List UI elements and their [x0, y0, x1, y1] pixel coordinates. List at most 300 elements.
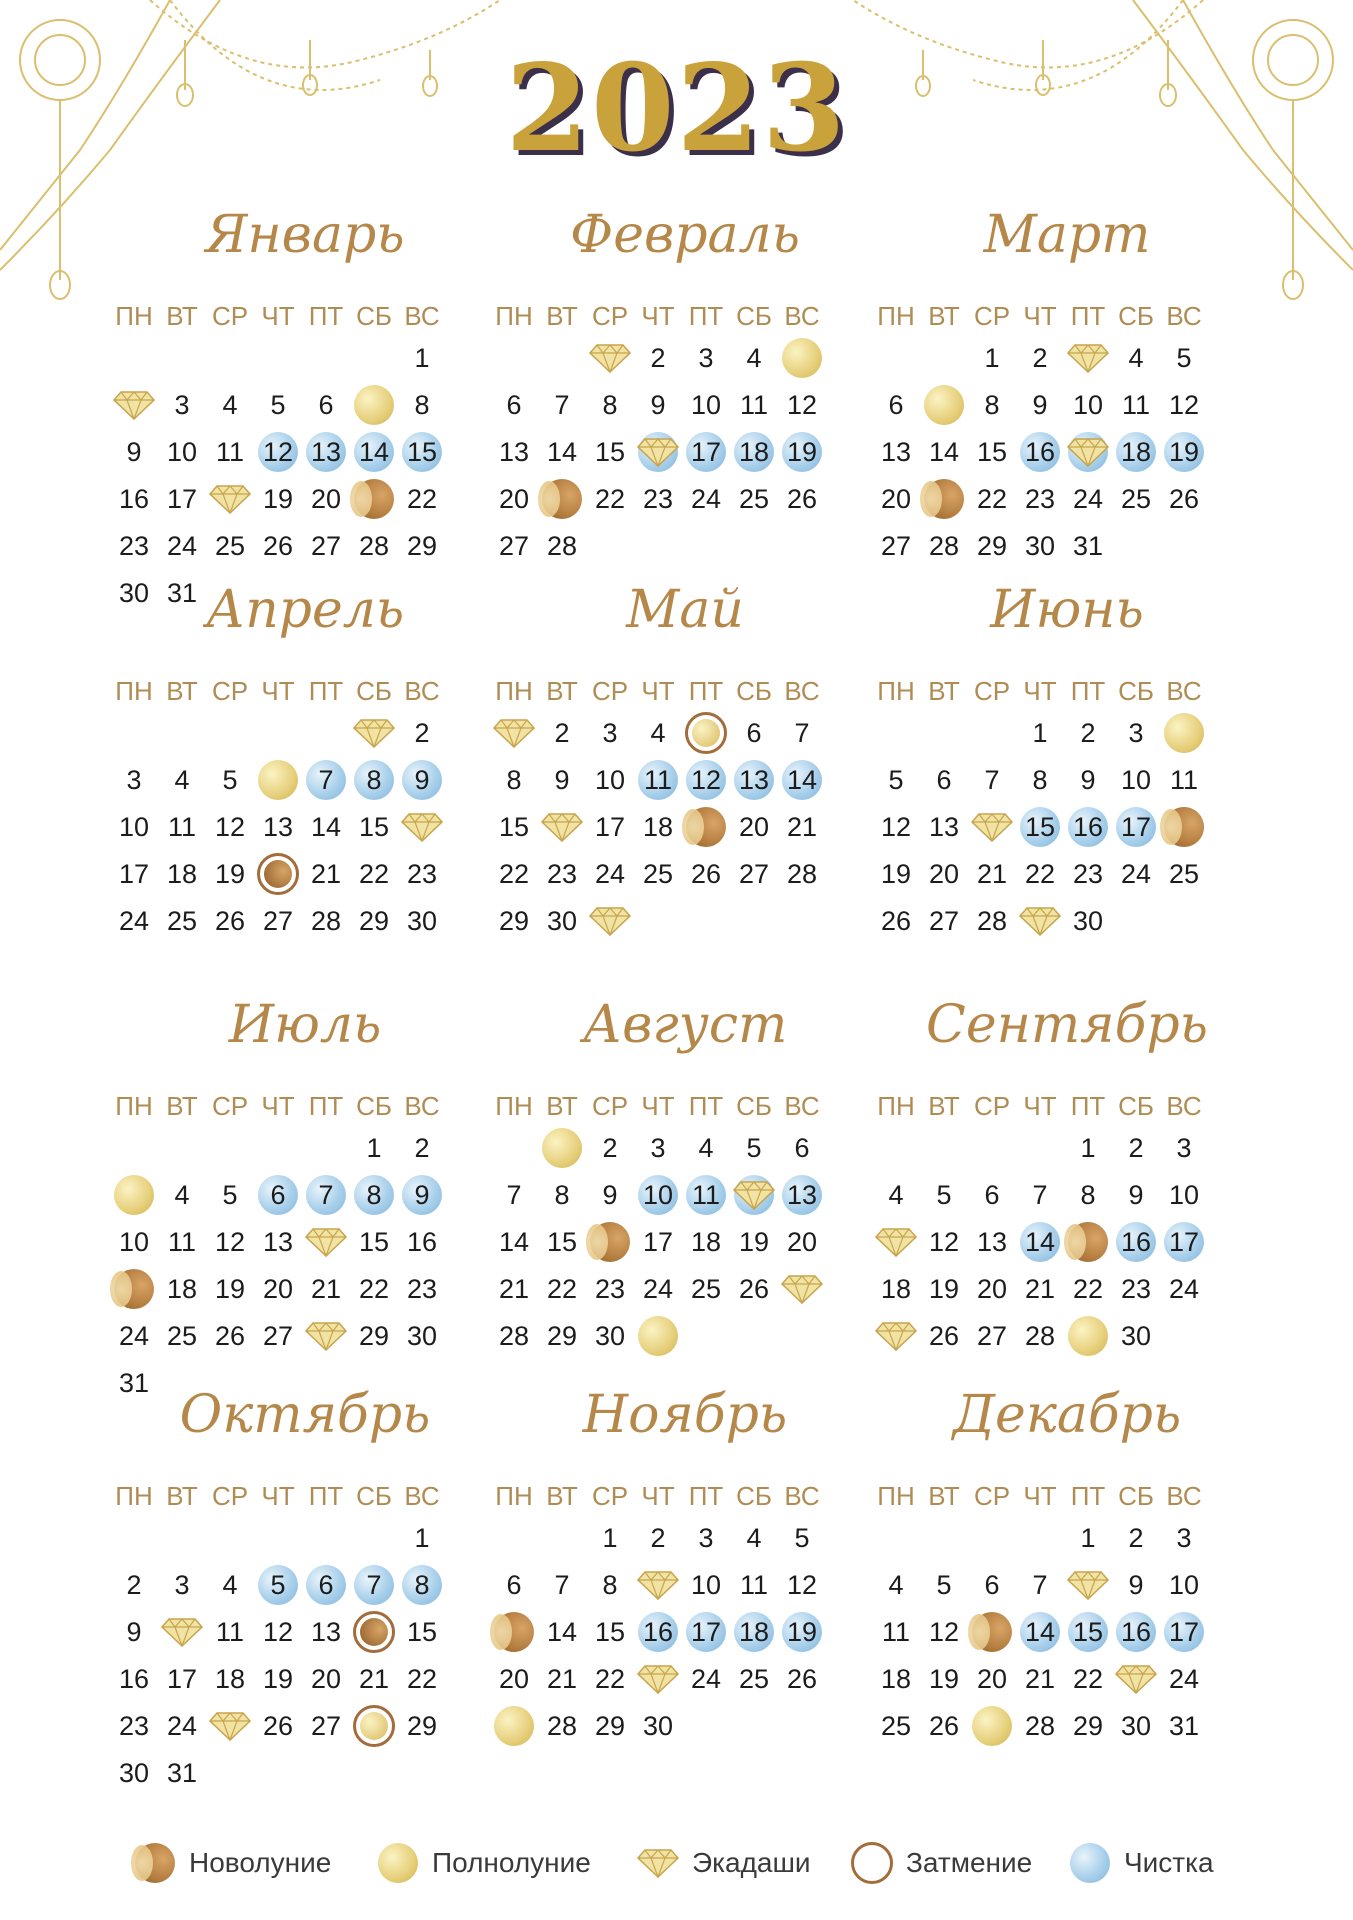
day-number: 8	[366, 1179, 382, 1210]
day-number: 21	[1024, 1663, 1056, 1694]
day-cell	[586, 851, 634, 897]
day-cell	[538, 1266, 586, 1312]
day-number: 14	[1024, 1226, 1056, 1257]
day-cell	[1112, 710, 1160, 756]
day-number: 22	[358, 1273, 390, 1304]
day-cell	[778, 710, 826, 756]
month-block	[490, 580, 880, 970]
weekday-label: СБ	[736, 1481, 772, 1511]
day-number: 13	[498, 436, 530, 467]
day-number: 20	[738, 811, 770, 842]
day-number: 6	[746, 717, 762, 748]
day-number: 8	[1032, 764, 1048, 795]
day-number: 26	[786, 483, 818, 514]
weekday-label: СБ	[736, 1091, 772, 1121]
day-cell	[206, 898, 254, 944]
day-number: 20	[498, 483, 530, 514]
day-number: 18	[738, 1616, 770, 1647]
day-cell	[1064, 523, 1112, 569]
day-number: 13	[262, 811, 294, 842]
diamond-icon	[637, 1664, 679, 1694]
day-cell	[350, 476, 398, 522]
day-number: 9	[126, 436, 142, 467]
day-number: 18	[166, 858, 198, 889]
day-number: 17	[118, 858, 150, 889]
day-number: 5	[222, 1179, 238, 1210]
day-number: 19	[786, 1616, 818, 1647]
day-number: 21	[358, 1663, 390, 1694]
day-number: 27	[262, 905, 294, 936]
day-cell	[968, 1656, 1016, 1702]
day-number: 20	[262, 1273, 294, 1304]
day-cell	[920, 1219, 968, 1265]
day-number: 31	[118, 1367, 150, 1398]
day-number: 12	[690, 764, 722, 795]
day-number: 26	[262, 1710, 294, 1741]
weekday-label: ВС	[1166, 301, 1202, 331]
day-number: 28	[928, 530, 960, 561]
day-number: 7	[554, 389, 570, 420]
day-cell	[302, 1703, 350, 1749]
weekday-label: ВС	[404, 1091, 440, 1121]
day-number: 2	[1128, 1522, 1144, 1553]
day-cell	[398, 1562, 446, 1608]
diamond-icon	[353, 718, 395, 748]
day-number: 5	[936, 1179, 952, 1210]
day-number: 24	[1168, 1663, 1200, 1694]
day-cell	[1160, 851, 1208, 897]
day-cell	[682, 804, 730, 850]
weekday-label: ВТ	[546, 1091, 578, 1121]
day-number: 2	[1080, 717, 1096, 748]
day-cell	[398, 1219, 446, 1265]
day-cell	[538, 429, 586, 475]
day-cell	[778, 1609, 826, 1655]
weekday-label: ПТ	[308, 1481, 344, 1511]
day-number: 6	[318, 1569, 334, 1600]
legend-label: Новолуние	[189, 1847, 332, 1878]
legend-full-moon	[378, 1838, 591, 1888]
day-cell	[206, 1266, 254, 1312]
day-cell	[490, 429, 538, 475]
day-number: 25	[1120, 483, 1152, 514]
diamond-icon	[875, 1227, 917, 1257]
day-cell	[1016, 429, 1064, 475]
day-number: 29	[976, 530, 1008, 561]
day-cell	[206, 523, 254, 569]
day-number: 11	[167, 1226, 197, 1257]
day-number: 11	[739, 389, 769, 420]
day-cell	[634, 851, 682, 897]
weekday-label: ПТ	[688, 1481, 724, 1511]
day-number: 28	[786, 858, 818, 889]
weekday-label: ПН	[115, 1091, 153, 1121]
day-cell	[302, 851, 350, 897]
day-number: 14	[498, 1226, 530, 1257]
day-number: 17	[1168, 1226, 1200, 1257]
day-cell	[490, 898, 538, 944]
day-number: 17	[1168, 1616, 1200, 1647]
diamond-icon	[209, 484, 251, 514]
day-cell	[634, 757, 682, 803]
day-cell	[1160, 1266, 1208, 1312]
weekday-label: ЧТ	[261, 676, 295, 706]
day-number: 11	[881, 1616, 911, 1647]
weekday-label: ПТ	[308, 676, 344, 706]
day-number: 28	[546, 1710, 578, 1741]
day-cell	[158, 851, 206, 897]
day-number: 22	[1072, 1663, 1104, 1694]
day-number: 4	[888, 1569, 904, 1600]
day-number: 17	[166, 1663, 198, 1694]
day-cell	[730, 804, 778, 850]
day-cell	[110, 523, 158, 569]
day-number: 14	[786, 764, 818, 795]
day-number: 24	[1168, 1273, 1200, 1304]
day-cell	[1064, 898, 1112, 944]
day-cell	[206, 1703, 254, 1749]
day-number: 10	[166, 436, 198, 467]
diamond-icon	[637, 437, 679, 467]
day-cell	[110, 1750, 158, 1796]
day-number: 10	[118, 1226, 150, 1257]
day-cell	[634, 710, 682, 756]
day-number: 24	[118, 1320, 150, 1351]
eclipse-icon	[353, 1611, 395, 1653]
day-number: 28	[1024, 1320, 1056, 1351]
day-cell	[1160, 1656, 1208, 1702]
day-cell	[778, 429, 826, 475]
day-cell	[730, 1266, 778, 1312]
day-number: 17	[166, 483, 198, 514]
day-cell	[1064, 710, 1112, 756]
day-number: 20	[976, 1273, 1008, 1304]
day-cell	[778, 476, 826, 522]
day-number: 21	[546, 1663, 578, 1694]
day-number: 3	[698, 342, 714, 373]
diamond-icon	[589, 343, 631, 373]
diamond-icon	[733, 1180, 775, 1210]
day-number: 1	[1080, 1132, 1096, 1163]
day-number: 11	[643, 764, 673, 795]
diamond-icon	[541, 812, 583, 842]
day-cell	[920, 382, 968, 428]
diamond-icon	[401, 812, 443, 842]
legend-label: Полнолуние	[432, 1847, 591, 1878]
day-cell	[586, 898, 634, 944]
day-number: 20	[928, 858, 960, 889]
day-number: 30	[406, 905, 438, 936]
day-cell	[1112, 804, 1160, 850]
day-number: 15	[594, 436, 626, 467]
day-cell	[254, 1313, 302, 1359]
day-number: 18	[214, 1663, 246, 1694]
day-cell	[872, 1172, 920, 1218]
day-number: 9	[414, 764, 430, 795]
full-moon-icon	[638, 1316, 678, 1356]
day-cell	[490, 1703, 538, 1749]
day-number: 25	[166, 1320, 198, 1351]
weekday-label: ВТ	[546, 1481, 578, 1511]
day-cell	[206, 1656, 254, 1702]
day-number: 9	[1128, 1569, 1144, 1600]
weekday-label: СР	[973, 1481, 1011, 1511]
day-number: 7	[1032, 1179, 1048, 1210]
day-cell	[586, 1125, 634, 1171]
day-number: 14	[310, 811, 342, 842]
day-cell	[634, 1562, 682, 1608]
day-cell	[1112, 1656, 1160, 1702]
day-cell	[1112, 851, 1160, 897]
day-cell	[490, 710, 538, 756]
day-cell	[920, 757, 968, 803]
day-cell	[920, 1609, 968, 1655]
day-number: 13	[928, 811, 960, 842]
day-cell	[968, 382, 1016, 428]
weekday-label: СР	[211, 1481, 249, 1511]
diamond-icon	[1115, 1664, 1157, 1694]
day-number: 25	[642, 858, 674, 889]
day-cell	[586, 804, 634, 850]
day-cell	[920, 429, 968, 475]
day-number: 29	[1072, 1710, 1104, 1741]
day-cell	[398, 1172, 446, 1218]
weekday-label: СБ	[1118, 1481, 1154, 1511]
day-number: 13	[786, 1179, 818, 1210]
month-block	[110, 1385, 500, 1788]
weekday-label: ПТ	[688, 1091, 724, 1121]
day-number: 27	[928, 905, 960, 936]
day-number: 31	[166, 1757, 198, 1788]
month-name: Сентябрь	[926, 995, 1208, 1055]
day-number: 30	[1024, 530, 1056, 561]
day-cell	[730, 1219, 778, 1265]
day-number: 12	[1168, 389, 1200, 420]
day-cell	[634, 382, 682, 428]
day-number: 19	[262, 1663, 294, 1694]
day-cell	[968, 1562, 1016, 1608]
legend-label: Экадаши	[692, 1847, 811, 1878]
day-number: 11	[1121, 389, 1151, 420]
month-name: Март	[983, 205, 1151, 265]
day-number: 24	[690, 1663, 722, 1694]
day-number: 12	[786, 389, 818, 420]
day-number: 5	[222, 764, 238, 795]
day-cell	[538, 1609, 586, 1655]
day-number: 24	[166, 1710, 198, 1741]
day-cell	[730, 757, 778, 803]
weekday-label: ПН	[495, 1481, 533, 1511]
day-cell	[398, 804, 446, 850]
day-number: 29	[498, 905, 530, 936]
month-name: Октябрь	[179, 1385, 431, 1445]
day-number: 15	[358, 811, 390, 842]
day-number: 7	[984, 764, 1000, 795]
day-cell	[586, 1562, 634, 1608]
day-number: 6	[270, 1179, 286, 1210]
day-cell	[254, 1266, 302, 1312]
weekday-label: СР	[591, 1091, 629, 1121]
day-number: 12	[928, 1226, 960, 1257]
day-cell	[1016, 476, 1064, 522]
day-cell	[1016, 851, 1064, 897]
day-cell	[778, 1125, 826, 1171]
day-number: 31	[1168, 1710, 1200, 1741]
day-number: 19	[928, 1663, 960, 1694]
day-number: 15	[546, 1226, 578, 1257]
day-cell	[398, 1703, 446, 1749]
day-number: 30	[406, 1320, 438, 1351]
day-number: 7	[366, 1569, 382, 1600]
day-cell	[634, 804, 682, 850]
day-cell	[302, 1609, 350, 1655]
day-number: 14	[928, 436, 960, 467]
weekday-label: СР	[591, 676, 629, 706]
day-cell	[778, 382, 826, 428]
day-cell	[968, 476, 1016, 522]
day-number: 9	[1032, 389, 1048, 420]
day-cell	[1160, 710, 1208, 756]
weekday-label: ЧТ	[1023, 1091, 1057, 1121]
day-cell	[634, 335, 682, 381]
day-cell	[538, 476, 586, 522]
day-number: 17	[690, 436, 722, 467]
day-cell	[158, 1609, 206, 1655]
new-moon-icon	[1068, 1222, 1108, 1262]
day-number: 23	[1120, 1273, 1152, 1304]
cleansing-icon	[1070, 1843, 1110, 1883]
full-moon-icon	[1068, 1316, 1108, 1356]
day-number: 17	[1120, 811, 1152, 842]
day-number: 15	[406, 436, 438, 467]
weekday-label: ВТ	[928, 676, 960, 706]
day-cell	[538, 1313, 586, 1359]
day-number: 26	[262, 530, 294, 561]
weekday-label: СР	[211, 1091, 249, 1121]
day-cell	[1112, 1313, 1160, 1359]
weekday-label: СБ	[356, 676, 392, 706]
day-number: 26	[928, 1320, 960, 1351]
weekday-label: СБ	[1118, 676, 1154, 706]
day-number: 22	[594, 1663, 626, 1694]
weekday-label: СБ	[736, 676, 772, 706]
weekday-label: ВТ	[166, 1481, 198, 1511]
day-cell	[158, 523, 206, 569]
day-number: 8	[414, 1569, 430, 1600]
day-number: 30	[1120, 1710, 1152, 1741]
day-number: 24	[690, 483, 722, 514]
legend	[0, 1838, 1353, 1888]
weekday-label: ВТ	[928, 1091, 960, 1121]
day-number: 22	[1024, 858, 1056, 889]
day-number: 30	[642, 1710, 674, 1741]
day-number: 22	[406, 483, 438, 514]
day-cell	[1064, 335, 1112, 381]
new-moon-icon	[972, 1612, 1012, 1652]
day-cell	[110, 1703, 158, 1749]
day-cell	[634, 1125, 682, 1171]
day-cell	[1016, 1703, 1064, 1749]
day-cell	[1064, 1266, 1112, 1312]
diamond-icon	[875, 1321, 917, 1351]
day-cell	[538, 710, 586, 756]
day-number: 29	[594, 1710, 626, 1741]
day-cell	[398, 710, 446, 756]
diamond-icon	[1019, 906, 1061, 936]
day-cell	[254, 382, 302, 428]
day-number: 11	[215, 1616, 245, 1647]
day-cell	[1064, 1125, 1112, 1171]
day-number: 6	[318, 389, 334, 420]
day-cell	[920, 1313, 968, 1359]
day-number: 5	[936, 1569, 952, 1600]
weekday-label: ПН	[877, 1091, 915, 1121]
day-cell	[490, 1266, 538, 1312]
day-cell	[398, 898, 446, 944]
day-number: 12	[214, 811, 246, 842]
day-number: 4	[174, 1179, 190, 1210]
day-cell	[730, 1172, 778, 1218]
day-cell	[110, 1656, 158, 1702]
day-number: 9	[1128, 1179, 1144, 1210]
day-number: 20	[976, 1663, 1008, 1694]
day-number: 21	[1024, 1273, 1056, 1304]
day-cell	[398, 757, 446, 803]
day-cell	[110, 1172, 158, 1218]
day-number: 29	[406, 1710, 438, 1741]
day-number: 7	[506, 1179, 522, 1210]
day-number: 29	[406, 530, 438, 561]
day-cell	[158, 757, 206, 803]
day-number: 22	[546, 1273, 578, 1304]
day-cell	[872, 1656, 920, 1702]
year-title: 2023	[505, 38, 848, 179]
new-moon-icon	[135, 1843, 175, 1883]
day-cell	[350, 851, 398, 897]
day-number: 10	[642, 1179, 674, 1210]
month-block	[872, 205, 1262, 595]
day-number: 19	[214, 1273, 246, 1304]
day-cell	[110, 1562, 158, 1608]
legend-new-moon	[135, 1838, 331, 1888]
day-cell	[920, 898, 968, 944]
full-moon-icon	[258, 760, 298, 800]
day-number: 24	[1120, 858, 1152, 889]
day-number: 4	[698, 1132, 714, 1163]
day-cell	[634, 1609, 682, 1655]
day-number: 10	[1120, 764, 1152, 795]
day-number: 11	[1169, 764, 1199, 795]
day-number: 12	[880, 811, 912, 842]
day-number: 23	[406, 1273, 438, 1304]
day-cell	[586, 1172, 634, 1218]
day-cell	[968, 1219, 1016, 1265]
day-cell	[302, 1562, 350, 1608]
day-cell	[586, 429, 634, 475]
day-number: 19	[1168, 436, 1200, 467]
day-number: 22	[594, 483, 626, 514]
day-cell	[586, 1656, 634, 1702]
day-cell	[350, 1266, 398, 1312]
day-cell	[1064, 757, 1112, 803]
day-number: 19	[928, 1273, 960, 1304]
day-cell	[682, 1125, 730, 1171]
day-number: 28	[1024, 1710, 1056, 1741]
weekday-label: ПТ	[1070, 301, 1106, 331]
day-cell	[682, 429, 730, 475]
day-number: 25	[738, 483, 770, 514]
day-number: 6	[984, 1179, 1000, 1210]
